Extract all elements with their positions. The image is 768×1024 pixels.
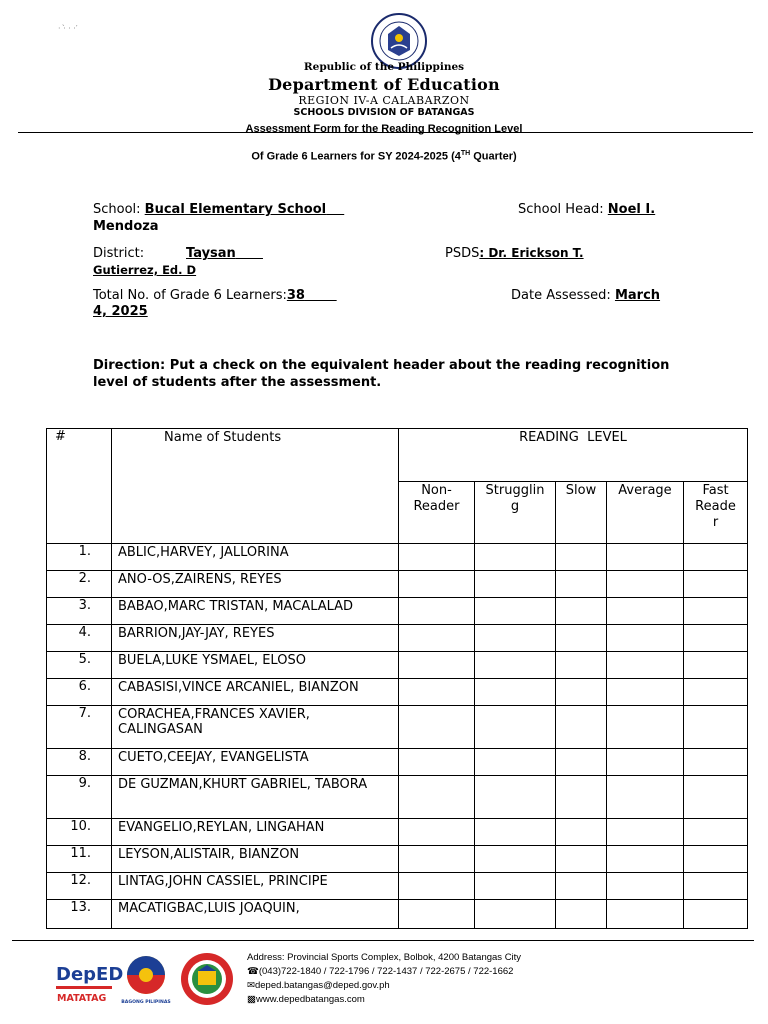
check-cell[interactable] <box>684 652 748 679</box>
check-cell[interactable] <box>475 900 556 929</box>
row-number: 10. <box>47 819 112 846</box>
region-name: REGION IV-A CALABARZON <box>298 94 470 107</box>
check-cell[interactable] <box>399 571 475 598</box>
student-name: MACATIGBAC,LUIS JOAQUIN, <box>112 900 399 929</box>
direction-text: Direction: Put a check on the equivalent header about the reading recognition level of students after the assessment. <box>93 358 670 390</box>
department-name: Department of Education <box>268 75 500 94</box>
check-cell[interactable] <box>556 544 607 571</box>
check-cell[interactable] <box>607 598 684 625</box>
check-cell[interactable] <box>607 625 684 652</box>
deped-matatag-logo <box>54 958 124 1004</box>
check-cell[interactable] <box>475 749 556 776</box>
date-assessed-field: Date Assessed: March <box>511 288 661 303</box>
check-cell[interactable] <box>475 679 556 706</box>
table-row <box>47 900 748 929</box>
footer-phone: ☎(043)722-1840 / 722-1796 / 722-1437 / 722-2675 / 722-1662 <box>247 966 514 977</box>
check-cell[interactable] <box>556 598 607 625</box>
student-name: BARRION,JAY-JAY, REYES <box>112 625 399 652</box>
row-number: 9. <box>47 776 112 819</box>
table-row <box>47 819 748 846</box>
check-cell[interactable] <box>556 819 607 846</box>
district-field: District: <box>93 246 145 261</box>
check-cell[interactable] <box>475 598 556 625</box>
svg-text:DepED: DepED <box>56 964 124 985</box>
table-row <box>47 679 748 706</box>
computer-icon: ▩ <box>247 994 256 1005</box>
row-number: 7. <box>47 706 112 749</box>
check-cell[interactable] <box>399 706 475 749</box>
check-cell[interactable] <box>684 544 748 571</box>
check-cell[interactable] <box>399 679 475 706</box>
check-cell[interactable] <box>684 846 748 873</box>
check-cell[interactable] <box>607 749 684 776</box>
date-assessed-continued: 4, 2025 <box>93 304 148 319</box>
check-cell[interactable] <box>607 846 684 873</box>
school-head-continued: Mendoza <box>93 219 159 234</box>
table-row <box>47 873 748 900</box>
check-cell[interactable] <box>684 900 748 929</box>
check-cell[interactable] <box>399 846 475 873</box>
check-cell[interactable] <box>475 571 556 598</box>
check-cell[interactable] <box>607 819 684 846</box>
check-cell[interactable] <box>475 776 556 819</box>
svg-text:MATATAG: MATATAG <box>57 993 107 1004</box>
total-learners-field: Total No. of Grade 6 Learners:38 <box>93 288 305 303</box>
check-cell[interactable] <box>607 652 684 679</box>
check-cell[interactable] <box>556 625 607 652</box>
form-subtitle: Of Grade 6 Learners for SY 2024-2025 (4TH Quarter) <box>251 150 517 163</box>
check-cell[interactable] <box>684 819 748 846</box>
check-cell[interactable] <box>684 706 748 749</box>
check-cell[interactable] <box>607 544 684 571</box>
check-cell[interactable] <box>556 900 607 929</box>
handwritten-mark: · ·̀ · ·′ <box>58 24 78 33</box>
student-name: DE GUZMAN,KHURT GABRIEL, TABORA <box>112 776 399 819</box>
check-cell[interactable] <box>684 776 748 819</box>
row-number: 11. <box>47 846 112 873</box>
student-name: ABLIC,HARVEY, JALLORINA <box>112 544 399 571</box>
footer-email: ✉deped.batangas@deped.gov.ph <box>247 980 390 991</box>
row-number: 3. <box>47 598 112 625</box>
table-row <box>47 544 748 571</box>
check-cell[interactable] <box>475 625 556 652</box>
reading-level-col-header: Non- Reader <box>399 482 475 544</box>
check-cell[interactable] <box>607 900 684 929</box>
check-cell[interactable] <box>607 571 684 598</box>
student-name: CUETO,CEEJAY, EVANGELISTA <box>112 749 399 776</box>
division-name: SCHOOLS DIVISION OF BATANGAS <box>293 107 475 118</box>
table-row <box>47 749 748 776</box>
table-row <box>47 652 748 679</box>
check-cell[interactable] <box>684 749 748 776</box>
check-cell[interactable] <box>475 652 556 679</box>
check-cell[interactable] <box>607 873 684 900</box>
check-cell[interactable] <box>475 819 556 846</box>
reading-level-table <box>46 428 748 929</box>
student-name: LEYSON,ALISTAIR, BIANZON <box>112 846 399 873</box>
check-cell[interactable] <box>556 571 607 598</box>
student-name: CORACHEA,FRANCES XAVIER, CALINGASAN <box>112 706 399 749</box>
check-cell[interactable] <box>684 598 748 625</box>
table-row <box>47 598 748 625</box>
row-number: 1. <box>47 544 112 571</box>
school-head-field: School Head: Noel I. <box>518 202 656 217</box>
check-cell[interactable] <box>475 544 556 571</box>
check-cell[interactable] <box>399 819 475 846</box>
check-cell[interactable] <box>556 776 607 819</box>
form-title: Assessment Form for the Reading Recognition Level <box>245 123 523 135</box>
row-number: 5. <box>47 652 112 679</box>
reading-level-col-header: Strugglin g <box>475 482 556 544</box>
check-cell[interactable] <box>475 873 556 900</box>
psds-field: PSDS: Dr. Erickson T. <box>445 246 584 261</box>
reading-level-col-header: Average <box>607 482 684 544</box>
row-number: 4. <box>47 625 112 652</box>
check-cell[interactable] <box>556 706 607 749</box>
division-seal-icon <box>178 951 236 1007</box>
footer-address: Address: Provincial Sports Complex, Bolbok, 4200 Batangas City <box>247 952 522 963</box>
check-cell[interactable] <box>684 625 748 652</box>
table-row <box>47 571 748 598</box>
check-cell[interactable] <box>556 749 607 776</box>
check-cell[interactable] <box>399 625 475 652</box>
student-name: EVANGELIO,REYLAN, LINGAHAN <box>112 819 399 846</box>
check-cell[interactable] <box>556 846 607 873</box>
check-cell[interactable] <box>607 706 684 749</box>
bagong-pilipinas-logo <box>120 953 172 1005</box>
student-name: BUELA,LUKE YSMAEL, ELOSO <box>112 652 399 679</box>
check-cell[interactable] <box>399 776 475 819</box>
check-cell[interactable] <box>399 544 475 571</box>
row-number: 6. <box>47 679 112 706</box>
student-name: ANO-OS,ZAIRENS, REYES <box>112 571 399 598</box>
table-row <box>47 776 748 819</box>
row-number: 8. <box>47 749 112 776</box>
check-cell[interactable] <box>475 706 556 749</box>
row-number: 2. <box>47 571 112 598</box>
student-name: CABASISI,VINCE ARCANIEL, BIANZON <box>112 679 399 706</box>
col-name-header: Name of Students <box>112 429 399 544</box>
reading-level-col-header: Slow <box>556 482 607 544</box>
reading-level-header: READING LEVEL <box>399 429 748 482</box>
check-cell[interactable] <box>684 679 748 706</box>
reading-level-col-header: Fast Reade r <box>684 482 748 544</box>
district-value: Taysan <box>186 246 236 261</box>
check-cell[interactable] <box>399 900 475 929</box>
check-cell[interactable] <box>607 679 684 706</box>
table-row <box>47 625 748 652</box>
check-cell[interactable] <box>684 571 748 598</box>
check-cell[interactable] <box>556 873 607 900</box>
check-cell[interactable] <box>399 652 475 679</box>
svg-text:BAGONG PILIPINAS: BAGONG PILIPINAS <box>121 1000 171 1005</box>
check-cell[interactable] <box>684 873 748 900</box>
check-cell[interactable] <box>556 652 607 679</box>
check-cell[interactable] <box>399 749 475 776</box>
school-field: School: Bucal Elementary School <box>93 202 327 217</box>
phone-icon: ☎ <box>247 966 259 977</box>
check-cell[interactable] <box>399 873 475 900</box>
check-cell[interactable] <box>475 846 556 873</box>
student-name: BABAO,MARC TRISTAN, MACALALAD <box>112 598 399 625</box>
mail-icon: ✉ <box>247 980 255 991</box>
student-name: LINTAG,JOHN CASSIEL, PRINCIPE <box>112 873 399 900</box>
footer-website: ▩www.depedbatangas.com <box>247 994 365 1005</box>
footer-divider <box>12 940 754 941</box>
row-number: 12. <box>47 873 112 900</box>
col-number-header: # <box>47 429 112 544</box>
check-cell[interactable] <box>556 679 607 706</box>
table-row <box>47 706 748 749</box>
check-cell[interactable] <box>607 776 684 819</box>
psds-continued: Gutierrez, Ed. D <box>93 263 197 277</box>
republic-line: Republic of the Philippines <box>303 61 465 73</box>
check-cell[interactable] <box>399 598 475 625</box>
table-row <box>47 846 748 873</box>
row-number: 13. <box>47 900 112 929</box>
